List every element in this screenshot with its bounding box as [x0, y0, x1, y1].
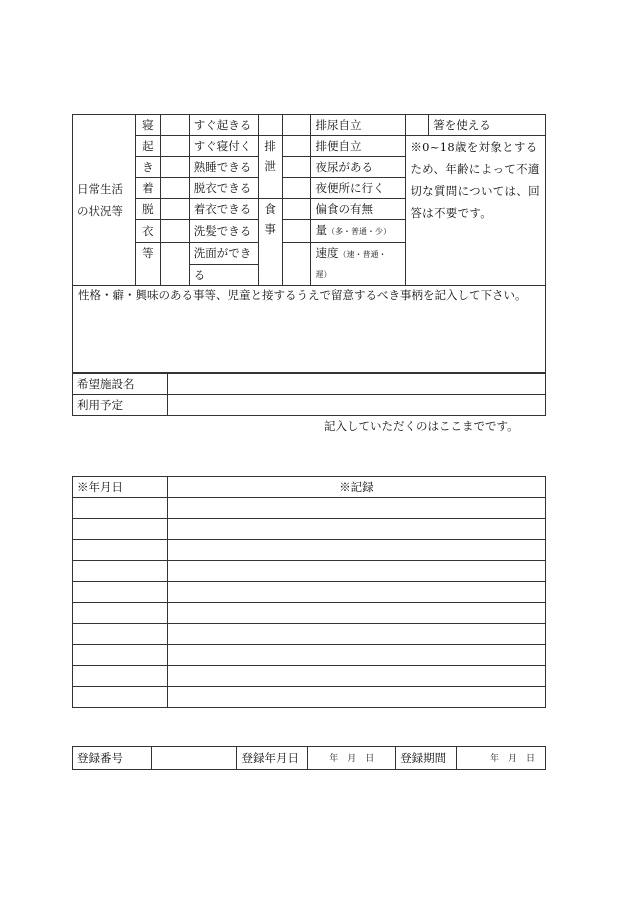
item-undress: 脱衣できる: [189, 178, 258, 199]
personality-box[interactable]: [72, 281, 546, 373]
check-cell[interactable]: [406, 115, 429, 136]
record-text-cell[interactable]: [167, 624, 545, 645]
item-face-wash-cont: る: [189, 264, 258, 286]
record-date-cell[interactable]: [73, 519, 168, 540]
record-date-cell[interactable]: [73, 498, 168, 519]
dress-label-3: 衣: [135, 220, 160, 243]
item-picky-eating: 偏食の有無: [311, 199, 406, 220]
record-date-cell[interactable]: [73, 645, 168, 666]
excretion-label: 排 泄: [258, 136, 282, 199]
check-cell[interactable]: [282, 115, 311, 136]
item-hair-wash: 洗髪できる: [189, 220, 258, 243]
registry-date-field[interactable]: 年 月 日: [308, 747, 396, 770]
dress-label-2: 脱: [135, 199, 160, 220]
registry-period-label: 登録期間: [396, 747, 457, 770]
facility-table: [72, 373, 546, 416]
item-wake: すぐ起きる: [189, 115, 258, 136]
check-cell[interactable]: [160, 136, 189, 157]
item-face-wash: 洗面ができ: [189, 243, 258, 265]
record-text-cell[interactable]: [167, 582, 545, 603]
record-row: [73, 582, 546, 603]
daily-life-label: 日常生活の状況等: [73, 115, 136, 286]
record-text-cell[interactable]: [167, 687, 545, 708]
records-table: [72, 476, 546, 708]
sleep-label-1: 寝: [135, 115, 160, 136]
check-cell[interactable]: [282, 136, 311, 157]
record-row: [73, 561, 546, 582]
record-text-cell[interactable]: [167, 666, 545, 687]
record-text-cell[interactable]: [167, 540, 545, 561]
record-date-cell[interactable]: [73, 582, 168, 603]
record-header: ※記録: [167, 477, 545, 498]
check-cell[interactable]: [160, 115, 189, 136]
registry-date-label: 登録年月日: [237, 747, 308, 770]
end-note: 記入していただくのはここまでです。: [324, 419, 519, 433]
check-cell[interactable]: [282, 199, 311, 220]
item-night-toilet: 夜便所に行く: [311, 178, 406, 199]
record-date-cell[interactable]: [73, 603, 168, 624]
record-date-cell[interactable]: [73, 624, 168, 645]
sleep-label-3: き: [135, 157, 160, 178]
record-text-cell[interactable]: [167, 645, 545, 666]
registry-period-field[interactable]: 年 月 日: [457, 747, 546, 770]
daily-life-table: [72, 114, 546, 286]
record-date-cell[interactable]: [73, 666, 168, 687]
record-row: [73, 645, 546, 666]
record-row: [73, 540, 546, 561]
registry-table: [72, 746, 546, 770]
item-chopsticks: 箸を使える: [429, 115, 546, 136]
record-text-cell[interactable]: [167, 561, 545, 582]
registry-number-field[interactable]: [151, 747, 237, 770]
record-date-cell[interactable]: [73, 687, 168, 708]
meal-label: 食 事: [258, 199, 282, 286]
excretion-blank: [258, 115, 282, 136]
item-dress: 着衣できる: [189, 199, 258, 220]
check-cell[interactable]: [160, 243, 189, 286]
record-row: [73, 624, 546, 645]
dress-label-1: 着: [135, 178, 160, 199]
item-speed: 速度（速・普通・ 遅）: [311, 243, 406, 286]
check-cell[interactable]: [282, 157, 311, 178]
item-deep-sleep: 熟睡できる: [189, 157, 258, 178]
record-row: [73, 603, 546, 624]
record-date-cell[interactable]: [73, 540, 168, 561]
record-row: [73, 498, 546, 519]
item-bedwetting: 夜尿がある: [311, 157, 406, 178]
check-cell[interactable]: [160, 199, 189, 220]
date-header: ※年月日: [73, 477, 168, 498]
registry-number-label: 登録番号: [73, 747, 152, 770]
usage-schedule-field[interactable]: [167, 395, 545, 416]
item-defecation: 排便自立: [311, 136, 406, 157]
record-text-cell[interactable]: [167, 603, 545, 624]
check-cell[interactable]: [160, 157, 189, 178]
check-cell[interactable]: [160, 220, 189, 243]
item-amount: 量（多・普通・少）: [311, 220, 406, 243]
check-cell[interactable]: [282, 178, 311, 199]
check-cell[interactable]: [160, 178, 189, 199]
record-row: [73, 687, 546, 708]
desired-facility-field[interactable]: [167, 374, 545, 395]
sleep-label-2: 起: [135, 136, 160, 157]
record-text-cell[interactable]: [167, 498, 545, 519]
item-fall-asleep: すぐ寝付く: [189, 136, 258, 157]
check-cell[interactable]: [282, 220, 311, 243]
age-note: ※0~18歳を対象とするため、年齢によって不適切な質問については、回答は不要です。: [406, 136, 546, 286]
check-cell[interactable]: [282, 243, 311, 286]
personality-prompt: 性格・癖・興味のある事等、児童と接するうえで留意するべき事柄を記入して下さい。: [78, 288, 527, 302]
desired-facility-label: 希望施設名: [73, 374, 168, 395]
record-row: [73, 519, 546, 540]
usage-schedule-label: 利用予定: [73, 395, 168, 416]
record-date-cell[interactable]: [73, 561, 168, 582]
dress-label-4: 等: [135, 243, 160, 286]
record-text-cell[interactable]: [167, 519, 545, 540]
item-urination: 排尿自立: [311, 115, 406, 136]
record-row: [73, 666, 546, 687]
